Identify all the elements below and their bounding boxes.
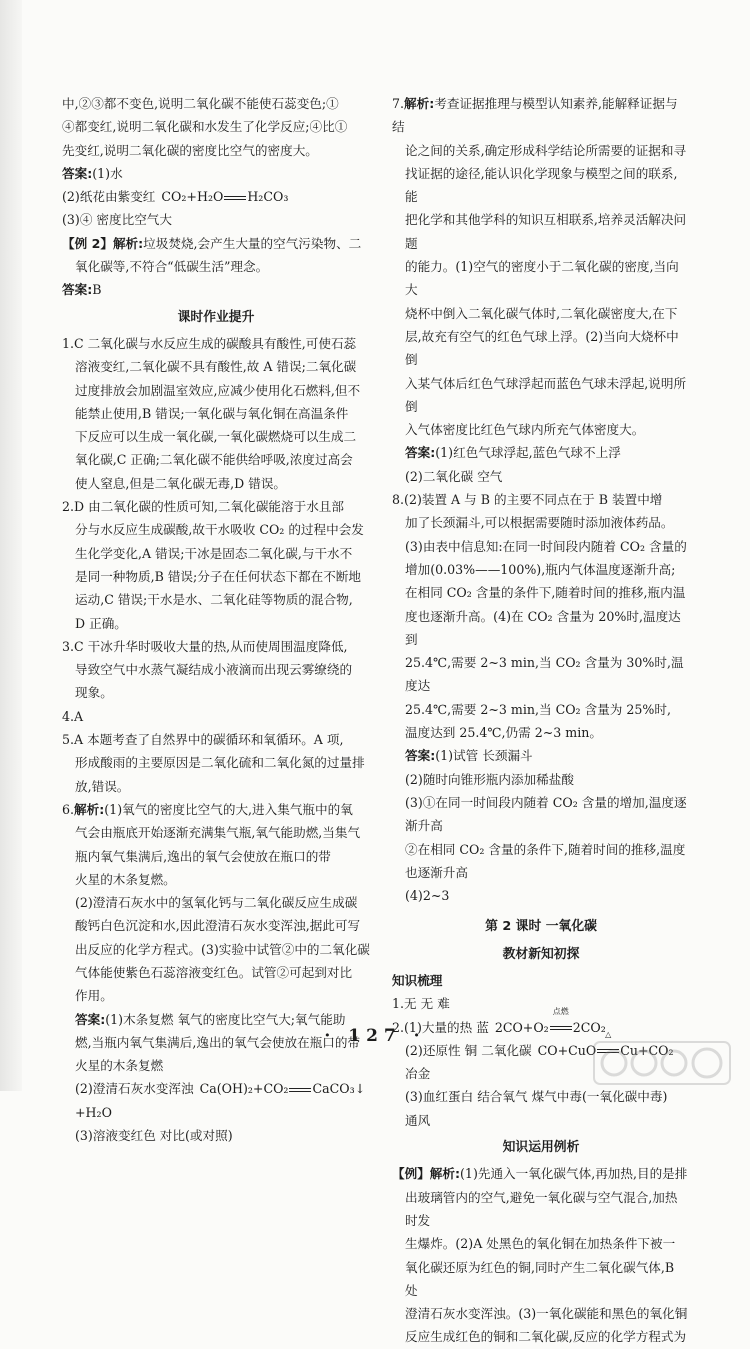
text-segment: (1)先通入一氧化碳气体,再加热,目的是排: [460, 1166, 688, 1182]
text-line: 生化学变化,A 错误;干冰是固态二氧化碳,与干水不: [75, 545, 353, 561]
answer-label: 答案:: [75, 1011, 106, 1027]
example-2: [62, 232, 370, 255]
knowledge-line: 通风: [405, 1112, 431, 1128]
equation-left: 2CO+O₂: [494, 1019, 549, 1035]
right-column: [392, 92, 690, 1349]
section-title: 课时作业提升: [177, 309, 255, 325]
text-line: 出反应的化学方程式。(3)实验中试管②中的二氧化碳: [75, 941, 370, 957]
answer-line: [62, 162, 370, 185]
text-segment: (1)氧气的密度比空气的大,进入集气瓶中的氧: [104, 801, 353, 817]
answer-line: [62, 185, 370, 208]
subsection-title: 知识梳理: [392, 972, 443, 988]
question-2: [62, 495, 370, 635]
reaction-condition: △: [605, 1029, 612, 1039]
equation-arrow: [223, 185, 247, 208]
text-segment: 考查证据推理与模型认知素养,能解释证据与结: [392, 96, 678, 135]
text-line: 溶液变红,二氧化碳不具有酸性,故 A 错误;二氧化碳: [75, 359, 357, 375]
answer-text: (2)澄清石灰水变浑浊: [75, 1081, 194, 1097]
reaction-condition: 点燃: [552, 1006, 569, 1016]
text-line: 作用。: [75, 988, 113, 1004]
text-line: 的能力。(1)空气的密度小于二氧化碳的密度,当向大: [405, 259, 679, 298]
analysis-label: 解析:: [429, 1166, 461, 1182]
answer-line: (3)溶液变红色 对比(或对照): [75, 1128, 233, 1144]
question-1: [62, 332, 370, 495]
chemical-equation: [161, 185, 288, 208]
text-segment: (2)装置 A 与 B 的主要不同点在于 B 装置中增: [404, 492, 663, 508]
question-8: [392, 488, 690, 907]
text-line: 能禁止使用,B 错误;一氧化碳与氧化铜在高温条件: [75, 405, 349, 421]
answer-line: [392, 441, 690, 464]
text-line: 垃圾焚烧,会产生大量的空气污染物、二: [143, 235, 362, 251]
text-line: 火星的木条复燃。: [75, 871, 176, 887]
section-title: 教材新知初探: [502, 946, 580, 962]
text-line: 增加(0.03%——100%),瓶内气体温度逐渐升高;: [405, 561, 676, 577]
answer-label: 答案:: [62, 165, 93, 181]
text-line: 层,故充有空气的红色气球上浮。(2)当向大烧杯中倒: [405, 328, 679, 368]
answer-label: 答案:: [62, 282, 93, 298]
equation-right: Cu+CO₂: [620, 1042, 674, 1058]
answer-line: [62, 278, 370, 301]
analysis-label: 解析:: [74, 801, 105, 817]
text-line: 火星的木条复燃: [75, 1058, 164, 1074]
answer-line: (4)2~3: [405, 888, 450, 904]
answer-line: (3)①在同一时间段内随着 CO₂ 含量的增加,温度逐: [405, 794, 687, 810]
text-line: 过度排放会加剧温室效应,应减少使用化石燃料,但不: [75, 382, 361, 398]
text-line: 加了长颈漏斗,可以根据需要随时添加液体药品。: [405, 515, 674, 531]
answer-line: (2)随时向锥形瓶内添加稀盐酸: [405, 771, 574, 787]
answer-line: 渐升高: [405, 818, 443, 834]
text-line: 现象。: [75, 685, 113, 701]
text-line: [392, 92, 690, 139]
question-number: 6.: [62, 801, 75, 817]
answer-line: [392, 744, 690, 767]
chemical-equation: [200, 1077, 366, 1100]
answer-label: 答案:: [405, 748, 436, 764]
question-7: [392, 92, 690, 488]
example-label: 【例 2】: [62, 235, 113, 251]
equation-left: CO+CuO: [537, 1042, 597, 1058]
left-column: [62, 92, 370, 1147]
text-line: 燃,当瓶内氧气集满后,逸出的氧气会使放在瓶口的带: [75, 1034, 361, 1050]
answer-line: [62, 1077, 370, 1100]
section-title: 知识运用例析: [502, 1140, 580, 1156]
analysis-label: 解析:: [112, 235, 144, 251]
text-line: 酸钙白色沉淀和水,因此澄清石灰水变浑浊,据此可写: [75, 918, 361, 934]
text-line: 瓶内氧气集满后,逸出的氧气会使放在瓶口的带: [75, 848, 331, 864]
text-line: 25.4℃,需要 2~3 min,当 CO₂ 含量为 30%时,温度达: [405, 655, 684, 694]
text-line: 温度达到 25.4℃,仍需 2~3 min。: [405, 725, 602, 741]
text-line: 放,错误。: [75, 778, 130, 794]
text-line: 度也逐渐升高。(4)在 CO₂ 含量为 20%时,温度达到: [405, 608, 681, 647]
knowledge-line: (3)血红蛋白 结合氧气 煤气中毒(一氧化碳中毒): [405, 1089, 668, 1105]
text-line: 生爆炸。(2)A 处黑色的氧化铜在加热条件下被一: [405, 1236, 676, 1252]
example-line: [392, 1162, 690, 1185]
lesson-title: 第 2 课时 一氧化碳: [485, 919, 597, 935]
answer-line: (2)二氧化碳 空气: [405, 468, 503, 484]
text-line: 论之间的关系,确定形成科学结论所需要的证据和寻: [405, 142, 687, 158]
text-line: 5.A 本题考查了自然界中的碳循环和氧循环。A 项,: [62, 732, 344, 748]
text-line: 运动,C 错误;干水是水、二氧化硅等物质的混合物,: [75, 592, 353, 608]
answer-text: B: [92, 282, 102, 298]
equation-left: CO₂+H₂O: [161, 189, 224, 205]
text-line: 分与水反应生成碳酸,故干水吸收 CO₂ 的过程中会发: [75, 522, 364, 538]
answer-line: 也逐渐升高: [405, 864, 468, 880]
answer-text: (1)红色气球浮起,蓝色气球不上浮: [435, 445, 621, 461]
knowledge-text: (2)还原性 铜 二氧化碳: [405, 1042, 532, 1058]
question-3: [62, 635, 370, 705]
text-line: 2.D 由二氧化碳的性质可知,二氧化碳能溶于水且部: [62, 499, 344, 515]
text-line: 1.C 二氧化碳与水反应生成的碳酸具有酸性,可使石蕊: [62, 335, 357, 351]
answer-text: (1)试管 长颈漏斗: [435, 748, 533, 764]
text-line: 导致空气中水蒸气凝结成小液滴而出现云雾缭绕的: [75, 662, 353, 678]
text-line: 氧化碳,C 正确;二氧化碳不能供给呼吸,浓度过高会: [75, 452, 353, 468]
text-line: 中,②③都不变色,说明二氧化碳不能使石蕊变色;①: [62, 96, 339, 111]
question-4: 4.A: [62, 708, 84, 724]
text-line: 出玻璃管内的空气,避免一氧化碳与空气混合,加热时发: [405, 1189, 678, 1228]
text-line: 入某气体后红色气球浮起而蓝色气球未浮起,说明所倒: [405, 375, 687, 414]
text-line: 在相同 CO₂ 含量的条件下,随着时间的推移,瓶内温: [405, 585, 686, 601]
text-line: D 正确。: [75, 615, 127, 631]
text-line: 气会由瓶底开始逐渐充满集气瓶,氧气能助燃,当集气: [75, 825, 361, 841]
example-label: 【例】: [392, 1166, 430, 1182]
answer-text: (2)纸花由紫变红: [62, 189, 156, 205]
page-number: · 127 ·: [324, 1026, 426, 1046]
equation-left: Ca(OH)₂+CO₂: [199, 1081, 289, 1097]
text-line: (3)由表中信息知:在同一时间段内随着 CO₂ 含量的: [405, 538, 687, 554]
equation-arrow: [288, 1077, 312, 1100]
answer-text: (1)水: [92, 165, 123, 181]
question-number: 7.: [392, 96, 405, 111]
text-line: 25.4℃,需要 2~3 min,当 CO₂ 含量为 25%时,: [405, 701, 671, 717]
question-6: [62, 798, 370, 1147]
text-line: 氧化碳还原为红色的铜,同时产生二氧化碳气体,B 处: [405, 1259, 679, 1298]
text-line: 把化学和其他学科的知识互相联系,培养灵活解决问题: [405, 212, 687, 251]
text-line: 入气体密度比红色气球内所充气体密度大。: [405, 422, 645, 438]
page-binding-edge: [0, 0, 22, 1091]
text-line: 反应生成红色的铜和二氧化碳,反应的化学方程式为: [405, 1329, 687, 1345]
text-line: 下反应可以生成一氧化碳,一氧化碳燃烧可以生成二: [75, 429, 357, 445]
question-5: [62, 728, 370, 798]
text-line: (2)澄清石灰水中的氢氧化钙与二氧化碳反应生成碳: [75, 895, 358, 911]
answer-label: 答案:: [405, 445, 436, 461]
text-line: 先变红,说明二氧化碳的密度比空气的密度大。: [62, 142, 318, 158]
equation-right: 2CO₂: [572, 1019, 606, 1035]
text-line: 找证据的途径,能认识化学现象与模型之间的联系,能: [405, 165, 678, 205]
text-line: 氧化碳等,不符合“低碳生活”理念。: [75, 259, 269, 275]
text-line: 是同一种物质,B 错误;分子在任何状态下都在不断地: [75, 568, 361, 584]
answer-text: (1)木条复燃 氧气的密度比空气大;氧气能助: [105, 1011, 346, 1027]
knowledge-line: 冶金: [405, 1066, 431, 1082]
text-line: 澄清石灰水变浑浊。(3)一氧化碳能和黑色的氧化铜: [405, 1306, 688, 1322]
text-line: 形成酸雨的主要原因是二氧化硫和二氧化氮的过量排: [75, 755, 365, 771]
text-line: [62, 798, 370, 821]
question-number: 8.: [392, 492, 405, 508]
text-line: [392, 488, 690, 511]
text-line: 使人窒息,但是二氧化碳无毒,D 错误。: [75, 475, 287, 491]
knowledge-text: 2.(1)大量的热 蓝: [392, 1019, 489, 1035]
watermark-logo: [592, 1040, 732, 1086]
text-line: 烧杯中倒入二氧化碳气体时,二氧化碳密度大,在下: [405, 305, 678, 321]
text-line: 3.C 干冰升华时吸收大量的热,从而使周围温度降低,: [62, 638, 348, 654]
text-line: ④都变红,说明二氧化碳和水发生了化学反应;④比①: [62, 119, 348, 135]
knowledge-line: 1.无 无 难: [392, 996, 450, 1012]
analysis-label: 解析:: [404, 96, 435, 111]
equation-right: CaCO₃↓: [312, 1081, 366, 1097]
equation-right: H₂CO₃: [247, 189, 289, 205]
text-line: 气体能使紫色石蕊溶液变红色。试管②可起到对比: [75, 964, 353, 980]
answer-line: (3)④ 密度比空气大: [62, 212, 172, 228]
text-line: +H₂O: [75, 1104, 112, 1120]
answer-line: ②在相同 CO₂ 含量的条件下,随着时间的推移,温度: [405, 841, 686, 857]
